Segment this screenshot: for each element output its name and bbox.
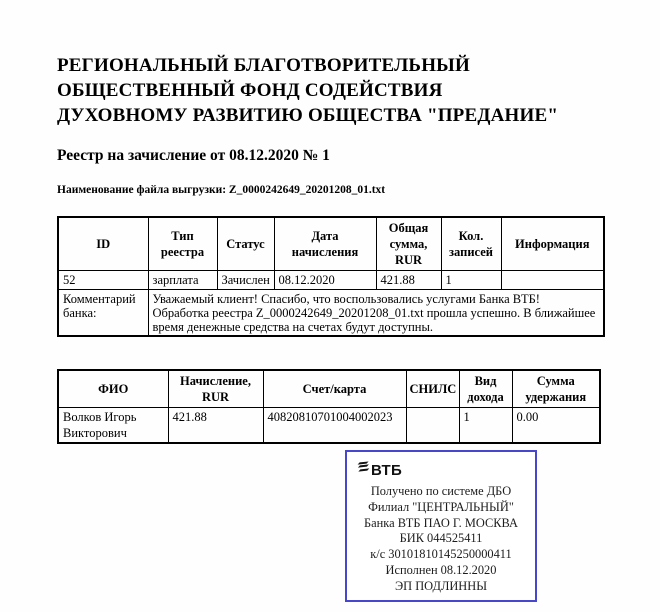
stamp-line-bank: Банка ВТБ ПАО Г. МОСКВА (364, 515, 518, 530)
column-header-information: Информация (501, 217, 604, 271)
column-header-income-type: Вид дохода (459, 370, 512, 408)
stamp-line-bik: БИК 044525411 (399, 531, 483, 546)
column-header-total-sum: Общая сумма, RUR (376, 217, 441, 271)
payments-table (57, 369, 601, 444)
column-header-withholding: Сумма удержания (512, 370, 600, 408)
bank-comment-label: Комментарий банка: (58, 290, 148, 337)
payments-table-row (58, 408, 600, 444)
column-header-record-count: Кол. записей (441, 217, 501, 271)
vtb-stripes-icon (359, 461, 369, 471)
stamp-line-received: Получено по системе ДБО (370, 484, 512, 498)
bank-stamp (345, 450, 537, 602)
cell-accrual-date: 08.12.2020 (274, 271, 376, 290)
cell-information (501, 271, 604, 290)
export-file-label: Наименование файла выгрузки: Z_0000242649_20201208_01.txt (57, 184, 386, 196)
stamp-line-signature-valid: ЭП ПОДЛИННЫ (394, 578, 487, 593)
column-header-id: ID (58, 217, 148, 271)
column-header-status: Статус (217, 217, 274, 271)
bank-comment-text: Уважаемый клиент! Спасибо, что воспользовались услугами Банка ВТБ! Обработка реестра Z_0000242649_20201208_01.txt прошла успешно. В ближайшее время денежные средства на счетах будут доступны. (148, 290, 604, 337)
stamp-line-executed: Исполнен 08.12.2020 (385, 562, 497, 577)
cell-fio: Волков Игорь Викторович (58, 408, 168, 444)
column-header-accrual-date: Дата начисления (274, 217, 376, 271)
cell-status: Зачислен (217, 271, 274, 290)
cell-record-count: 1 (441, 271, 501, 290)
stamp-line-branch: Филиал "ЦЕНТРАЛЬНЫЙ" (368, 499, 514, 514)
cell-id: 52 (58, 271, 148, 290)
cell-total-sum: 421.88 (376, 271, 441, 290)
cell-registry-type: зарплата (148, 271, 217, 290)
stamp-text-block (347, 484, 535, 595)
registry-table (57, 216, 605, 337)
registry-table-header-row (58, 217, 604, 271)
column-header-snils: СНИЛС (406, 370, 459, 408)
stamp-line-corr-account: к/с 30101810145250000411 (370, 547, 512, 562)
cell-account: 40820810701004002023 (263, 408, 406, 444)
cell-snils (406, 408, 459, 444)
page-title-line: ДУХОВНОМУ РАЗВИТИЮ ОБЩЕСТВА "ПРЕДАНИЕ" (57, 105, 559, 126)
vtb-logo (359, 461, 535, 479)
page-title-line: РЕГИОНАЛЬНЫЙ БЛАГОТВОРИТЕЛЬНЫЙ (57, 55, 471, 76)
cell-withholding: 0.00 (512, 408, 600, 444)
registry-table-row (58, 271, 604, 290)
bank-comment-row (58, 290, 604, 337)
column-header-registry-type: Тип реестра (148, 217, 217, 271)
page-title (57, 0, 620, 128)
column-header-accrual: Начисление, RUR (168, 370, 263, 408)
column-header-account: Счет/карта (263, 370, 406, 408)
registry-subtitle: Реестр на зачисление от 08.12.2020 № 1 (57, 147, 330, 164)
page-title-line: ОБЩЕСТВЕННЫЙ ФОНД СОДЕЙСТВИЯ (57, 80, 443, 101)
cell-income-type: 1 (459, 408, 512, 444)
vtb-logo-text: ВТБ (371, 461, 403, 479)
payments-table-header-row (58, 370, 600, 408)
column-header-fio: ФИО (58, 370, 168, 408)
cell-accrual: 421.88 (168, 408, 263, 444)
